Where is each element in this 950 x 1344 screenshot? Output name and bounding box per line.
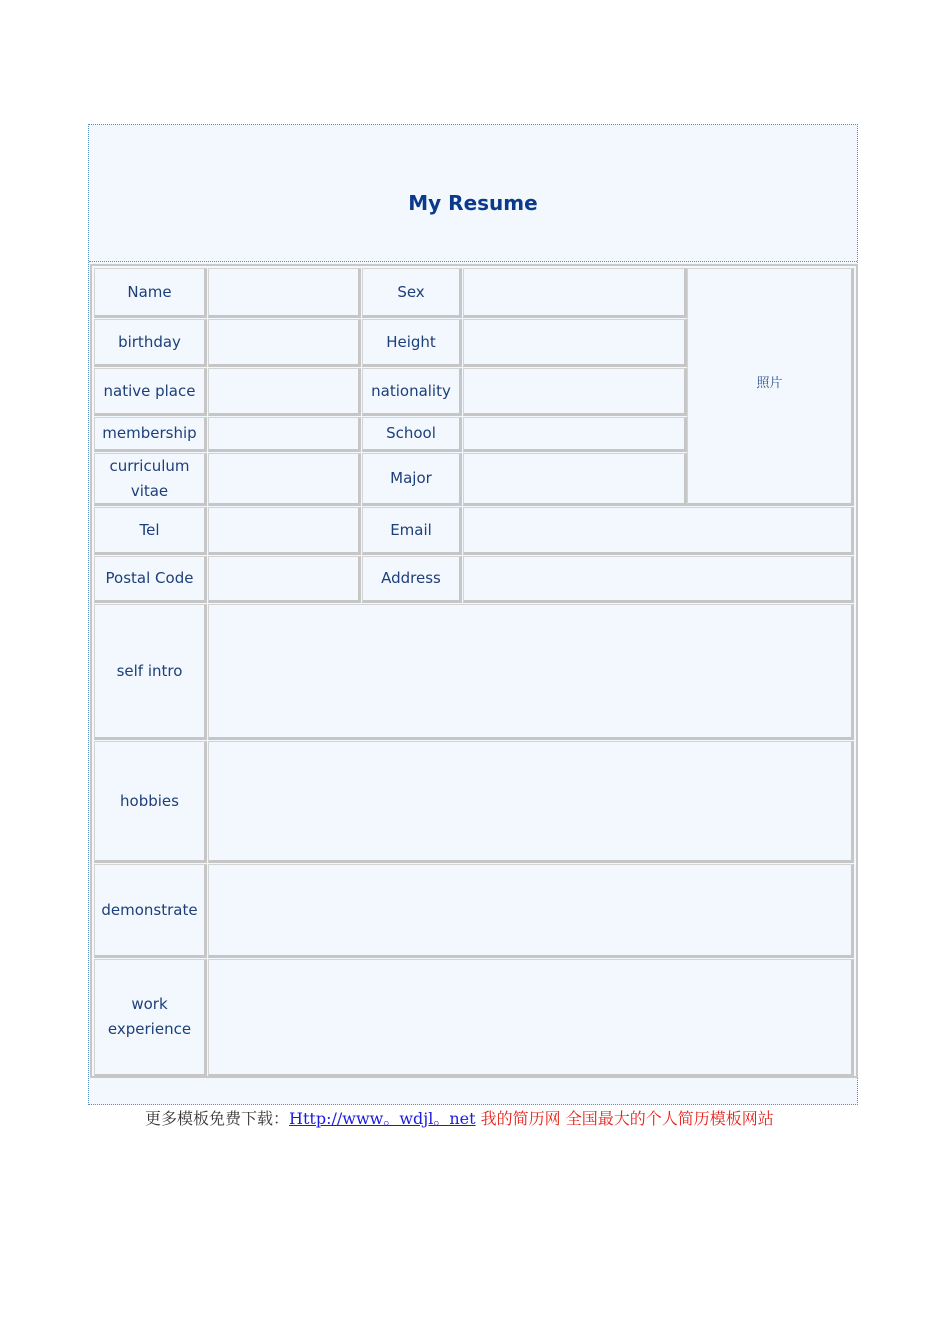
- postal-code-label: Postal Code: [94, 556, 207, 603]
- height-label: Height: [362, 319, 462, 367]
- nationality-label: nationality: [362, 368, 462, 416]
- curriculum-vitae-label: [94, 453, 207, 506]
- tel-field[interactable]: [208, 507, 361, 555]
- school-label: School: [362, 417, 462, 452]
- resume-frame: [88, 124, 858, 1105]
- membership-label: membership: [94, 417, 207, 452]
- birthday-label: birthday: [94, 319, 207, 367]
- curriculum-vitae-text: curriculum vitae: [109, 456, 190, 500]
- postal-code-field[interactable]: [208, 556, 361, 603]
- name-label: Name: [94, 268, 207, 318]
- title-area: [89, 125, 857, 262]
- footer-suffix: 我的简历网 全国最大的个人简历模板网站: [475, 1109, 774, 1128]
- demonstrate-label: demonstrate: [94, 864, 207, 958]
- footer: [145, 1106, 774, 1129]
- nationality-field[interactable]: [463, 368, 687, 416]
- tel-label: Tel: [94, 507, 207, 555]
- work-experience-field[interactable]: [208, 959, 854, 1077]
- height-field[interactable]: [463, 319, 687, 367]
- footer-prefix: 更多模板免费下载：: [145, 1109, 290, 1128]
- photo-cell[interactable]: [687, 268, 854, 506]
- sex-label: Sex: [362, 268, 462, 318]
- address-field[interactable]: [463, 556, 854, 603]
- name-field[interactable]: [208, 268, 361, 318]
- work-experience-text: work experience: [107, 995, 192, 1038]
- major-field[interactable]: [463, 453, 687, 506]
- self-intro-label: self intro: [94, 604, 207, 740]
- major-label: Major: [362, 453, 462, 506]
- email-field[interactable]: [463, 507, 854, 555]
- address-label: Address: [362, 556, 462, 603]
- resume-title: My Resume: [408, 191, 538, 215]
- birthday-field[interactable]: [208, 319, 361, 367]
- membership-field[interactable]: [208, 417, 361, 452]
- school-field[interactable]: [463, 417, 687, 452]
- hobbies-label: hobbies: [94, 741, 207, 863]
- curriculum-vitae-field[interactable]: [208, 453, 361, 506]
- native-place-label: native place: [94, 368, 207, 416]
- self-intro-field[interactable]: [208, 604, 854, 740]
- hobbies-field[interactable]: [208, 741, 854, 863]
- sex-field[interactable]: [463, 268, 687, 318]
- resume-form-table: [90, 264, 858, 1078]
- work-experience-label: [94, 959, 207, 1077]
- demonstrate-field[interactable]: [208, 864, 854, 958]
- email-label: Email: [362, 507, 462, 555]
- footer-link[interactable]: Http://www。wdjl。net: [289, 1109, 476, 1128]
- photo-label: 照片: [756, 376, 783, 391]
- native-place-field[interactable]: [208, 368, 361, 416]
